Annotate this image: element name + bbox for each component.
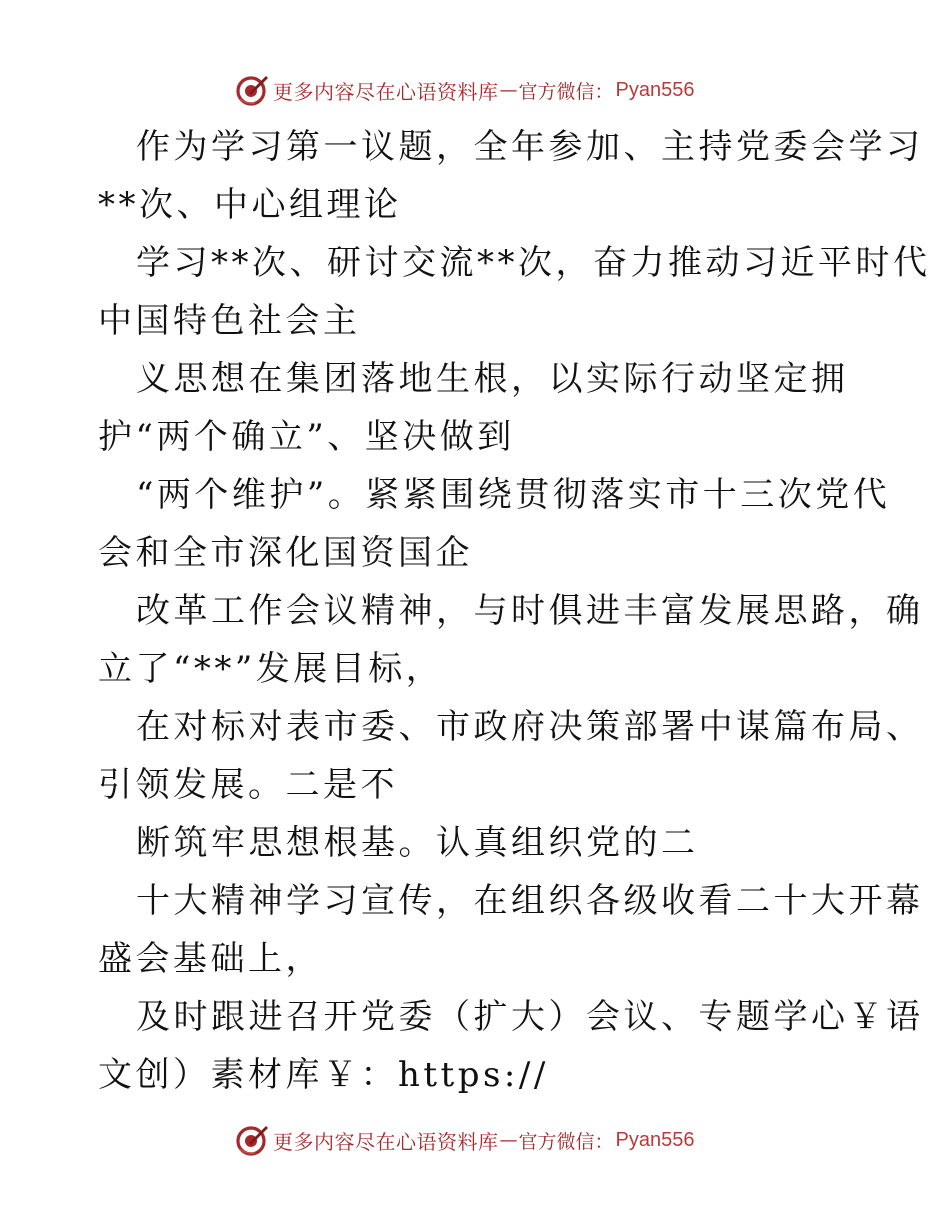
header-dash: — (499, 79, 518, 101)
body-line: 学习**次、研讨交流**次，奋力推动习近平时代 (136, 243, 931, 283)
pen-logo-icon (235, 1123, 269, 1157)
body-line: 及时跟进召开党委（扩大）会议、专题学心￥语 (136, 997, 924, 1037)
body-line: 护“两个确立”、坚决做到 (98, 417, 515, 457)
body-line: **次、中心组理论 (98, 185, 402, 225)
header-wechat-label: 官方微信： (518, 80, 614, 103)
body-line: 文创）素材库￥：https:// (98, 1055, 549, 1095)
body-line: 作为学习第一议题，全年参加、主持党委会学习 (136, 127, 924, 167)
footer-wechat-label: 官方微信： (518, 1130, 614, 1153)
body-line: 中国特色社会主 (98, 301, 361, 341)
footer-banner (235, 1122, 715, 1158)
body-line: 义思想在集团落地生根，以实际行动坚定拥 (136, 359, 849, 399)
footer-brand-text: 更多内容尽在心语资料库 (273, 1129, 499, 1154)
body-line: 在对标对表市委、市政府决策部署中谋篇布局、 (136, 707, 924, 747)
body-line: “两个维护”。紧紧围绕贯彻落实市十三次党代 (136, 475, 891, 515)
body-line: 立了“**”发展目标， (98, 649, 444, 689)
body-line: 盛会基础上， (98, 939, 323, 979)
body-line: 引领发展。二是不 (98, 765, 398, 805)
header-brand-text: 更多内容尽在心语资料库 (273, 79, 499, 104)
body-line: 断筑牢思想根基。认真组织党的二 (136, 823, 699, 863)
footer-wechat-handle: Pyan556 (615, 1128, 695, 1151)
header-wechat-handle: Pyan556 (615, 78, 695, 101)
body-line: 会和全市深化国资国企 (98, 533, 473, 573)
body-line: 改革工作会议精神，与时俱进丰富发展思路，确 (136, 591, 924, 631)
pen-logo-icon (235, 73, 269, 107)
body-line: 十大精神学习宣传，在组织各级收看二十大开幕 (136, 881, 924, 921)
footer-dash: — (499, 1129, 518, 1151)
header-banner (235, 72, 715, 108)
